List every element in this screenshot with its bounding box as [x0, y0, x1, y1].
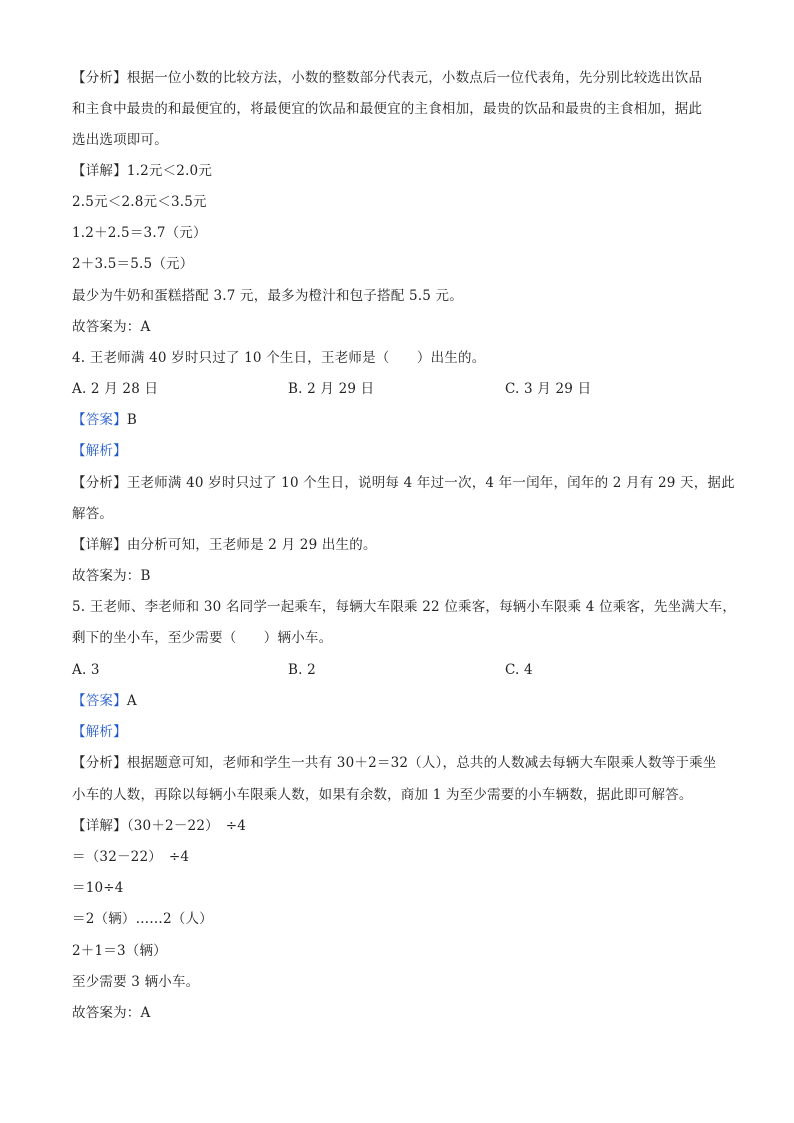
q5-jiexi-line [72, 722, 127, 742]
q5-calc-line-4: ＝2（辆）……2（人） [72, 911, 213, 927]
q3-calc-line-3: 1.2＋2.5＝3.7（元） [72, 225, 207, 241]
detail-tag: 【详解】 [72, 818, 127, 834]
q3-detail-line-1 [72, 161, 212, 181]
q4-option-a: A. 2 月 28 日 [72, 381, 159, 397]
q5-final-answer: 故答案为：A [72, 1005, 151, 1021]
q4-question: 4. 王老师满 40 岁时只过了 10 个生日，王老师是（ ）出生的。 [72, 350, 486, 366]
q5-question-line-1: 5. 王老师、李老师和 30 名同学一起乘车，每辆大车限乘 22 位乘客，每辆小车限乘 4 位乘客，先坐满大车， [72, 599, 737, 615]
q5-question-line-2: 剩下的坐小车，至少需要（ ）辆小车。 [72, 630, 333, 646]
q5-option-b: B. 2 [288, 662, 316, 678]
answer-value: A [126, 693, 137, 709]
answer-value: B [126, 412, 137, 428]
detail-text: 1.2元＜2.0元 [126, 163, 213, 179]
detail-tag: 【详解】 [72, 163, 127, 179]
q4-analysis-line-1 [72, 473, 735, 493]
answer-tag: 【答案】 [72, 693, 127, 709]
q4-jiexi-line [72, 441, 127, 461]
detail-text: 由分析可知，王老师是 2 月 29 出生的。 [126, 537, 377, 553]
jiexi-tag: 【解析】 [72, 724, 127, 740]
q3-final-answer: 故答案为：A [72, 319, 151, 335]
q5-calc-line-2: ＝（32－22） ÷4 [72, 849, 190, 865]
q4-option-c: C. 3 月 29 日 [505, 381, 592, 397]
q5-option-a: A. 3 [72, 662, 100, 678]
q5-conclusion: 至少需要 3 辆小车。 [72, 974, 200, 990]
q5-calc-line-3: ＝10÷4 [72, 880, 124, 896]
detail-tag: 【详解】 [72, 537, 127, 553]
q3-analysis-line-2: 和主食中最贵的和最便宜的，将最便宜的饮品和最便宜的主食相加，最贵的饮品和最贵的主食相加，据此 [72, 101, 703, 117]
q4-answer-line [72, 410, 137, 430]
q3-conclusion: 最少为牛奶和蛋糕搭配 3.7 元，最多为橙汁和包子搭配 5.5 元。 [72, 288, 463, 304]
analysis-tag: 【分析】 [72, 475, 127, 491]
q4-detail-line [72, 535, 377, 555]
q5-calc-line-5: 2＋1＝3（辆） [72, 943, 167, 959]
q5-analysis-line-2: 小车的人数，再除以每辆小车限乘人数，如果有余数，商加 1 为至少需要的小车辆数，据此即可解答。 [72, 787, 693, 803]
q4-final-answer: 故答案为：B [72, 568, 151, 584]
q3-analysis-line-3: 选出选项即可。 [72, 132, 168, 148]
analysis-text: 根据一位小数的比较方法，小数的整数部分代表元，小数点后一位代表角，先分别比较选出饮品 [126, 70, 703, 86]
q4-options [72, 379, 732, 399]
q4-analysis-line-2: 解答。 [72, 506, 114, 522]
q5-options [72, 660, 732, 680]
analysis-text: 王老师满 40 岁时只过了 10 个生日，说明每 4 年过一次，4 年一闰年，闰年的 2 月有 29 天，据此 [126, 475, 735, 491]
q3-calc-line-4: 2＋3.5＝5.5（元） [72, 256, 194, 272]
q5-option-c: C. 4 [505, 662, 533, 678]
q5-detail-line-1 [72, 816, 246, 836]
q5-analysis-line-1 [72, 753, 717, 773]
q3-calc-line-2: 2.5元＜2.8元＜3.5元 [72, 194, 207, 210]
detail-text: （30＋2－22） ÷4 [126, 818, 247, 834]
jiexi-tag: 【解析】 [72, 443, 127, 459]
analysis-tag: 【分析】 [72, 70, 127, 86]
analysis-tag: 【分析】 [72, 755, 127, 771]
analysis-text: 根据题意可知，老师和学生一共有 30＋2＝32（人），总共的人数减去每辆大车限乘人数等于乘坐 [126, 755, 717, 771]
answer-tag: 【答案】 [72, 412, 127, 428]
q4-option-b: B. 2 月 29 日 [288, 381, 375, 397]
q5-answer-line [72, 691, 137, 711]
q3-analysis-line-1 [72, 68, 702, 88]
